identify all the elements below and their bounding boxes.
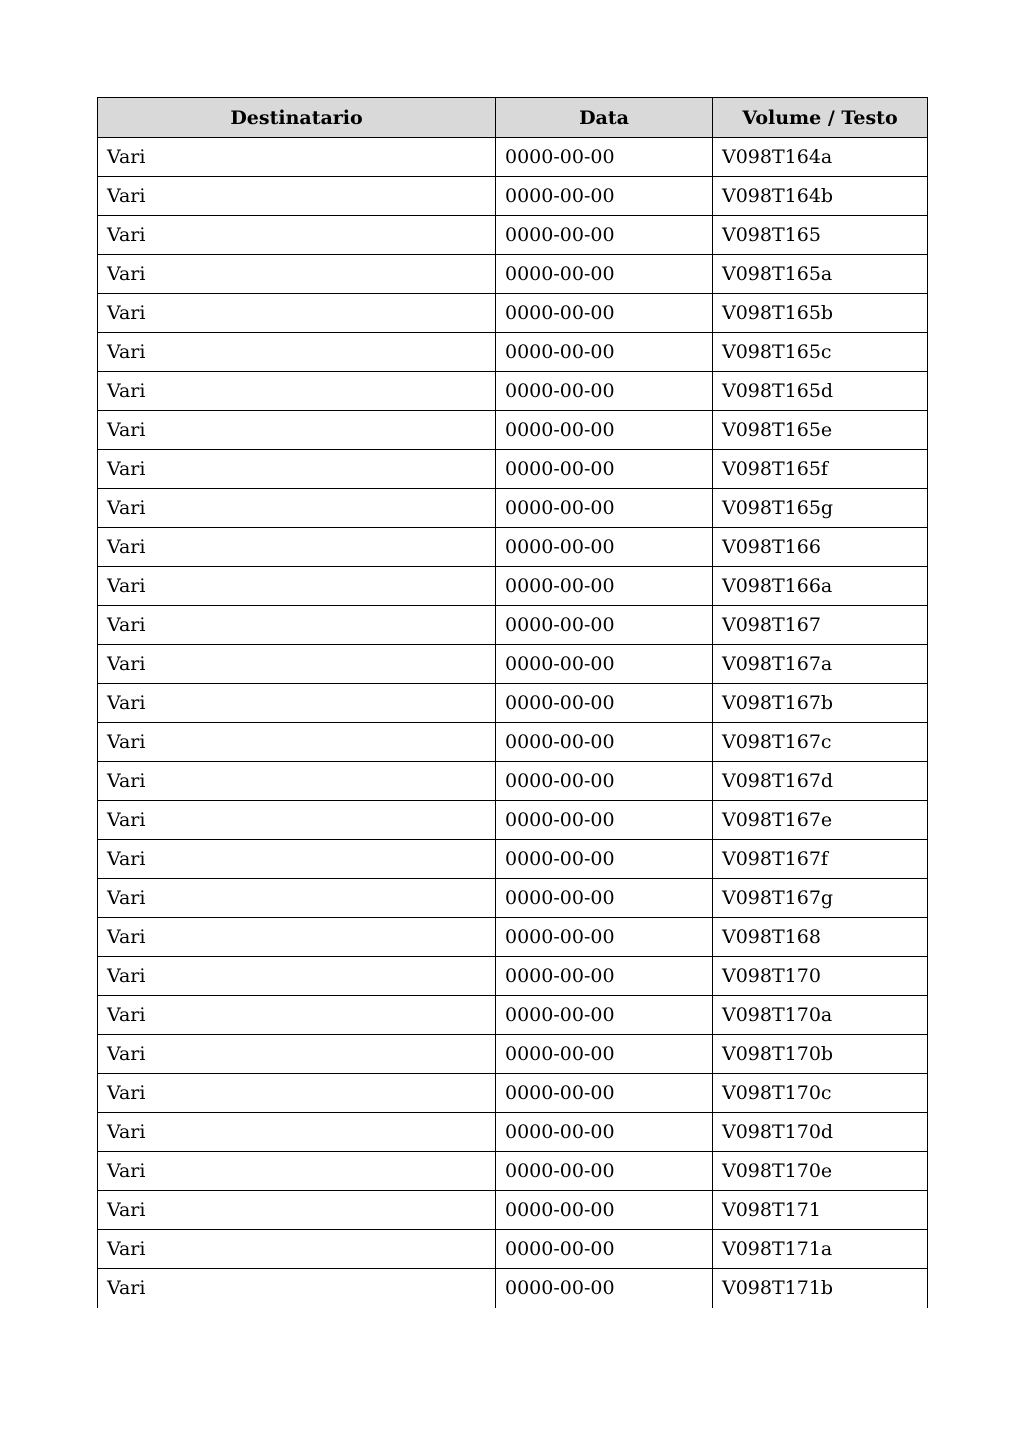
cell-data: 0000-00-00 [496, 762, 713, 801]
cell-volume-testo: V098T170c [713, 1074, 928, 1113]
cell-data: 0000-00-00 [496, 840, 713, 879]
cell-data: 0000-00-00 [496, 606, 713, 645]
cell-data: 0000-00-00 [496, 1269, 713, 1308]
cell-volume-testo: V098T165a [713, 255, 928, 294]
cell-volume-testo: V098T166a [713, 567, 928, 606]
cell-data: 0000-00-00 [496, 684, 713, 723]
cell-destinatario: Vari [98, 294, 496, 333]
table-row [98, 645, 928, 684]
cell-destinatario: Vari [98, 216, 496, 255]
cell-destinatario: Vari [98, 372, 496, 411]
cell-data: 0000-00-00 [496, 1152, 713, 1191]
cell-data: 0000-00-00 [496, 1230, 713, 1269]
cell-data: 0000-00-00 [496, 1191, 713, 1230]
cell-volume-testo: V098T165e [713, 411, 928, 450]
table-row [98, 684, 928, 723]
table-row [98, 177, 928, 216]
cell-data: 0000-00-00 [496, 138, 713, 177]
cell-data: 0000-00-00 [496, 879, 713, 918]
cell-data: 0000-00-00 [496, 294, 713, 333]
cell-volume-testo: V098T167g [713, 879, 928, 918]
letters-table [97, 97, 928, 1308]
cell-volume-testo: V098T170d [713, 1113, 928, 1152]
cell-destinatario: Vari [98, 606, 496, 645]
cell-volume-testo: V098T171a [713, 1230, 928, 1269]
cell-data: 0000-00-00 [496, 450, 713, 489]
cell-volume-testo: V098T167b [713, 684, 928, 723]
cell-volume-testo: V098T165g [713, 489, 928, 528]
cell-destinatario: Vari [98, 645, 496, 684]
header-volume-testo: Volume / Testo [713, 98, 928, 138]
cell-destinatario: Vari [98, 177, 496, 216]
cell-volume-testo: V098T168 [713, 918, 928, 957]
cell-data: 0000-00-00 [496, 177, 713, 216]
table-row [98, 1230, 928, 1269]
table-row [98, 255, 928, 294]
table-row [98, 1113, 928, 1152]
table-header-row [98, 98, 928, 138]
cell-data: 0000-00-00 [496, 411, 713, 450]
cell-destinatario: Vari [98, 255, 496, 294]
table-row [98, 879, 928, 918]
table-row [98, 801, 928, 840]
cell-destinatario: Vari [98, 840, 496, 879]
cell-data: 0000-00-00 [496, 1113, 713, 1152]
cell-destinatario: Vari [98, 1269, 496, 1308]
cell-data: 0000-00-00 [496, 255, 713, 294]
cell-destinatario: Vari [98, 1230, 496, 1269]
table-row [98, 762, 928, 801]
table-row [98, 528, 928, 567]
cell-destinatario: Vari [98, 1074, 496, 1113]
header-destinatario: Destinatario [98, 98, 496, 138]
table-row [98, 918, 928, 957]
cell-destinatario: Vari [98, 528, 496, 567]
cell-destinatario: Vari [98, 1152, 496, 1191]
cell-data: 0000-00-00 [496, 333, 713, 372]
cell-destinatario: Vari [98, 684, 496, 723]
cell-volume-testo: V098T165b [713, 294, 928, 333]
cell-data: 0000-00-00 [496, 1074, 713, 1113]
table-row [98, 723, 928, 762]
table-row [98, 606, 928, 645]
table-row [98, 294, 928, 333]
cell-volume-testo: V098T171 [713, 1191, 928, 1230]
table-row [98, 333, 928, 372]
cell-volume-testo: V098T164a [713, 138, 928, 177]
table-row [98, 489, 928, 528]
table-row [98, 1152, 928, 1191]
cell-destinatario: Vari [98, 1191, 496, 1230]
table-row [98, 996, 928, 1035]
document-page [97, 97, 927, 1308]
table-row [98, 957, 928, 996]
cell-destinatario: Vari [98, 411, 496, 450]
cell-data: 0000-00-00 [496, 918, 713, 957]
cell-volume-testo: V098T165 [713, 216, 928, 255]
cell-volume-testo: V098T167a [713, 645, 928, 684]
table-row [98, 372, 928, 411]
table-row [98, 450, 928, 489]
cell-volume-testo: V098T165c [713, 333, 928, 372]
table-row [98, 411, 928, 450]
cell-destinatario: Vari [98, 333, 496, 372]
cell-destinatario: Vari [98, 957, 496, 996]
cell-data: 0000-00-00 [496, 723, 713, 762]
header-data: Data [496, 98, 713, 138]
cell-data: 0000-00-00 [496, 489, 713, 528]
cell-volume-testo: V098T165d [713, 372, 928, 411]
cell-volume-testo: V098T170e [713, 1152, 928, 1191]
cell-volume-testo: V098T167f [713, 840, 928, 879]
cell-destinatario: Vari [98, 996, 496, 1035]
table-body [98, 138, 928, 1308]
cell-volume-testo: V098T167c [713, 723, 928, 762]
table-row [98, 138, 928, 177]
cell-destinatario: Vari [98, 567, 496, 606]
cell-data: 0000-00-00 [496, 528, 713, 567]
cell-volume-testo: V098T170 [713, 957, 928, 996]
table-row [98, 1269, 928, 1308]
cell-data: 0000-00-00 [496, 372, 713, 411]
cell-destinatario: Vari [98, 879, 496, 918]
cell-volume-testo: V098T170b [713, 1035, 928, 1074]
cell-volume-testo: V098T164b [713, 177, 928, 216]
cell-volume-testo: V098T167e [713, 801, 928, 840]
cell-data: 0000-00-00 [496, 1035, 713, 1074]
cell-data: 0000-00-00 [496, 996, 713, 1035]
table-row [98, 567, 928, 606]
table-row [98, 840, 928, 879]
cell-destinatario: Vari [98, 138, 496, 177]
cell-destinatario: Vari [98, 801, 496, 840]
cell-data: 0000-00-00 [496, 645, 713, 684]
table-row [98, 1035, 928, 1074]
cell-volume-testo: V098T167 [713, 606, 928, 645]
table-row [98, 216, 928, 255]
cell-destinatario: Vari [98, 723, 496, 762]
cell-destinatario: Vari [98, 918, 496, 957]
cell-destinatario: Vari [98, 450, 496, 489]
cell-data: 0000-00-00 [496, 957, 713, 996]
cell-data: 0000-00-00 [496, 567, 713, 606]
cell-volume-testo: V098T165f [713, 450, 928, 489]
cell-destinatario: Vari [98, 762, 496, 801]
table-row [98, 1074, 928, 1113]
cell-volume-testo: V098T167d [713, 762, 928, 801]
cell-volume-testo: V098T170a [713, 996, 928, 1035]
cell-destinatario: Vari [98, 489, 496, 528]
table-row [98, 1191, 928, 1230]
cell-data: 0000-00-00 [496, 216, 713, 255]
cell-volume-testo: V098T166 [713, 528, 928, 567]
cell-volume-testo: V098T171b [713, 1269, 928, 1308]
cell-data: 0000-00-00 [496, 801, 713, 840]
cell-destinatario: Vari [98, 1035, 496, 1074]
cell-destinatario: Vari [98, 1113, 496, 1152]
